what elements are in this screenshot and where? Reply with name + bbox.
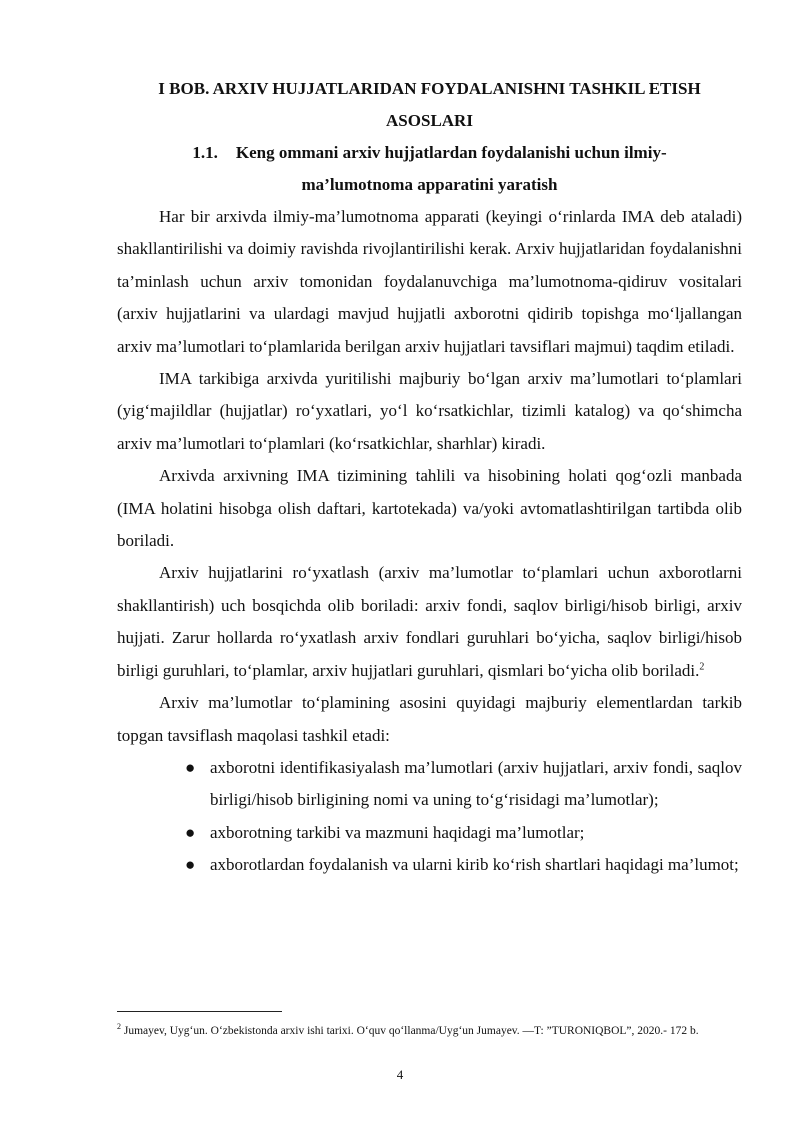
list-item-text: axborotning tarkibi va mazmuni haqidagi ma’lumotlar;: [210, 822, 585, 842]
bullet-list: [117, 752, 742, 882]
body-text: [117, 73, 742, 882]
list-item-text: axborotni identifikasiyalash ma’lumotlari (arxiv hujjatlari, arxiv fondi, saqlov birligi/hisob birligining nomi va uning to‘g‘risidagi ma’lumotlar);: [210, 757, 742, 810]
paragraph: Arxiv ma’lumotlar to‘plamining asosini quyidagi majburiy elementlardan tarkib topgan tavsiflash maqolasi tashkil etadi:: [117, 693, 742, 745]
footnote-divider: [117, 1011, 282, 1012]
footnote-text: Jumayev, Uyg‘un. O‘zbekistonda arxiv ishi tarixi. O‘quv qo‘llanma/Uyg‘un Jumayev. —T: ”TURONIQBOL”, 2020.- 172 b.: [123, 1024, 699, 1037]
list-item: [117, 849, 742, 881]
chapter-heading-line1: I BOB. ARXIV HUJJATLARIDAN FOYDALANISHNI TASHKIL ETISH: [158, 79, 701, 98]
paragraph-text: Arxiv hujjatlarini ro‘yxatlash (arxiv ma’lumotlar to‘plamlari uchun axborotlarni shakllantirish) uch bosqichda olib boriladi: arxiv fondi, saqlov birligi/hisob birligi, arxiv hujjati. Zarur hollarda ro‘yxatlash arxiv fondlari guruhlari bo‘yicha, saqlov birligi/hisob birligi guruhlari, to‘plamlar, arxiv hujjatlari guruhlari, qismlari bo‘yicha olib boriladi.: [117, 563, 742, 680]
section-heading: [117, 137, 742, 201]
section-title-line1: Keng ommani arxiv hujjatlardan foydalanishi uchun ilmiy-: [235, 143, 667, 162]
footnote: [117, 1019, 742, 1039]
list-item: [117, 752, 742, 817]
paragraph: Har bir arxivda ilmiy-ma’lumotnoma apparati (keyingi o‘rinlarda IMA deb ataladi) shakllantirilishi va doimiy ravishda rivojlantirilishi kerak. Arxiv hujjatlaridan foydalanishni ta’minlash uchun arxiv tomonidan foydalanuvchiga ma’lumotnoma-qidiruv vositalari (arxiv hujjatlarini va ulardagi mavjud hujjatli axborotni qidirib topishga mo‘ljallangan arxiv ma’lumotlari to‘plamlarida berilgan arxiv hujjatlari tavsiflari majmui) taqdim etiladi.: [117, 207, 742, 356]
paragraph-with-footnote: [117, 557, 742, 687]
paragraph: IMA tarkibiga arxivda yuritilishi majburiy bo‘lgan arxiv ma’lumotlari to‘plamlari (yig‘majildlar (hujjatlar) ro‘yxatlari, yo‘l ko‘rsatkichlar, tizimli katalog) va qo‘shimcha arxiv ma’lumotlari to‘plamlari (ko‘rsatkichlar, sharhlar) kiradi.: [117, 369, 742, 453]
bullet-icon: ●: [185, 822, 196, 842]
chapter-heading: [117, 73, 742, 137]
page-number: 4: [396, 1067, 404, 1082]
list-item: [117, 817, 742, 849]
bullet-icon: ●: [185, 757, 196, 777]
chapter-heading-line2: ASOSLARI: [386, 111, 473, 130]
bullet-icon: ●: [185, 855, 196, 875]
list-item-text: axborotlardan foydalanish va ularni kirib ko‘rish shartlari haqidagi ma’lumot;: [210, 855, 739, 875]
paragraph: Arxivda arxivning IMA tizimining tahlili va hisobining holati qog‘ozli manbada (IMA holatini hisobga olish daftari, kartotekada) va/yoki avtomatlashtirilgan tartibda olib boriladi.: [117, 466, 742, 551]
section-title-line2: ma’lumotnoma apparatini yaratish: [301, 175, 558, 194]
section-number: 1.1.: [192, 143, 218, 162]
footnote-reference[interactable]: 2: [699, 661, 705, 673]
footnote-marker: 2: [117, 1022, 121, 1031]
